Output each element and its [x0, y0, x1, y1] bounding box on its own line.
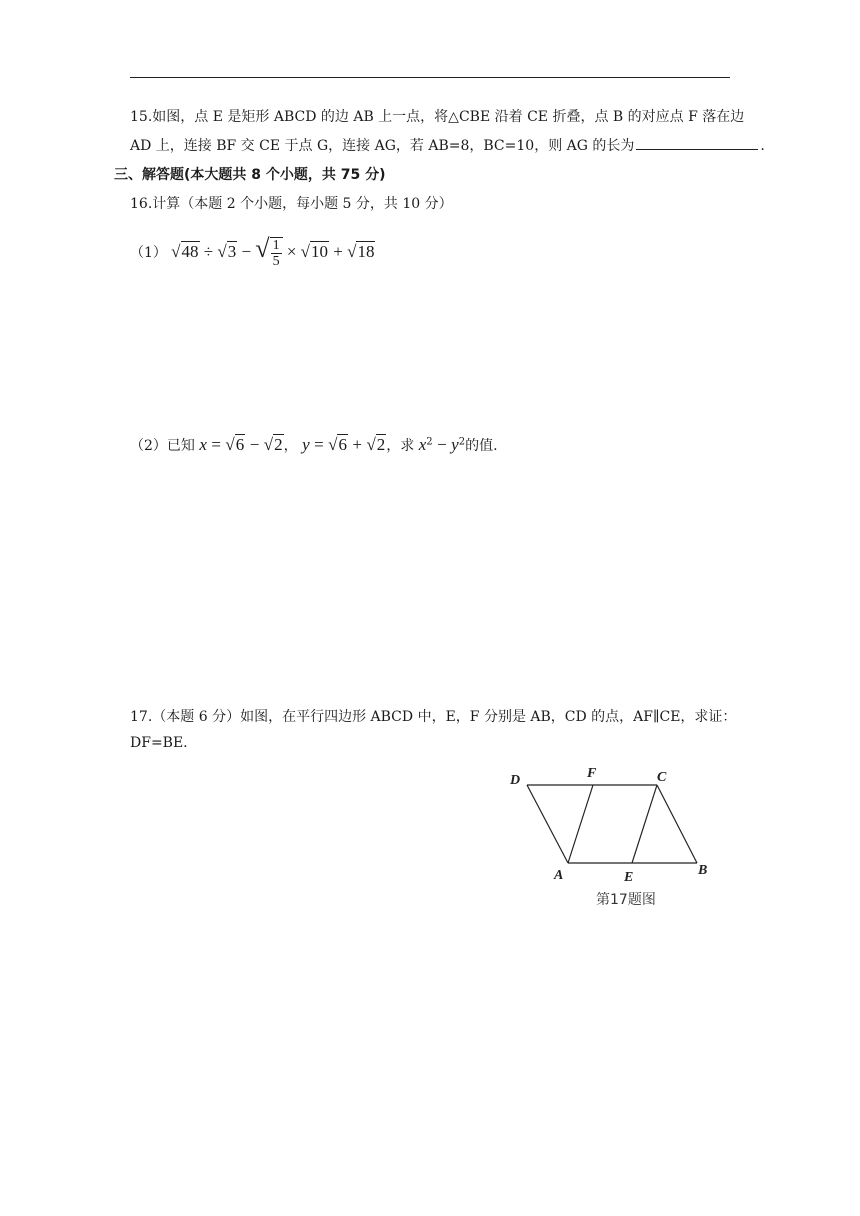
radicand-6: 6	[338, 435, 347, 454]
fraction-numerator: 1	[272, 237, 280, 253]
radical-sign: √	[366, 435, 376, 454]
parallelogram-figure	[500, 760, 730, 885]
ask-text: ，求	[386, 438, 415, 454]
radicand-2: 2	[376, 435, 386, 454]
answer-blank	[636, 135, 758, 150]
q16-title: 16.计算（本题 2 个小题，每小题 5 分，共 10 分）	[130, 196, 453, 212]
segment-af	[568, 785, 593, 863]
q15-text: AD 上，连接 BF 交 CE 于点 G，连接 AG，若 AB=8，BC=10，则 AG 的长为	[130, 138, 635, 154]
var-x: x	[199, 435, 207, 454]
section-3-heading: 三、解答题(本大题共 8 个小题，共 75 分)	[114, 167, 386, 183]
q17-line-2: DF=BE.	[130, 735, 188, 751]
segment-ce	[632, 785, 657, 863]
header-rule	[130, 77, 730, 78]
side-cb	[657, 785, 697, 863]
side-da	[527, 785, 568, 863]
q16-part-2	[130, 435, 498, 455]
radical-sign: √	[217, 242, 227, 261]
radicand-48: 48	[181, 242, 199, 261]
label-d: D	[510, 773, 521, 788]
label-f: F	[587, 766, 597, 781]
exponent: 2	[458, 436, 466, 448]
var-x-squared: x	[418, 435, 427, 454]
times-sign: ×	[286, 242, 297, 261]
tail-text: 的值.	[465, 438, 498, 454]
plus-sign: +	[333, 242, 343, 261]
q17-line-1: 17.（本题 6 分）如图，在平行四边形 ABCD 中，E，F 分别是 AB，CD 的点，AF∥CE，求证：	[130, 709, 737, 725]
minus-sign: −	[249, 435, 260, 454]
var-y: y	[302, 435, 310, 454]
divide-sign: ÷	[203, 242, 214, 261]
radicand-10: 10	[311, 242, 329, 261]
radicand-3: 3	[227, 242, 237, 261]
part-1-label: （1）	[130, 245, 167, 261]
radical-sign: √	[171, 242, 181, 261]
radical-sign: √	[255, 234, 270, 263]
radical-sign: √	[328, 435, 338, 454]
q16-part-1	[130, 234, 375, 269]
q15-line-2	[130, 135, 765, 155]
label-a: A	[554, 868, 564, 883]
radical-sign: √	[347, 242, 357, 261]
minus-sign: −	[437, 435, 447, 454]
minus-sign: −	[241, 242, 252, 261]
radical-sign: √	[263, 435, 274, 454]
figure-caption: 第17题图	[596, 892, 656, 908]
q15-period: .	[760, 138, 765, 154]
label-c: C	[657, 770, 667, 785]
radicand-6: 6	[235, 435, 245, 454]
plus-sign: +	[352, 435, 362, 454]
label-e: E	[624, 870, 634, 885]
radicand-2: 2	[274, 435, 283, 454]
equals-sign: =	[314, 435, 324, 454]
q15-line-1: 15.如图，点 E 是矩形 ABCD 的边 AB 上一点，将△CBE 沿着 CE 折叠，点 B 的对应点 F 落在边	[130, 109, 745, 125]
fraction-denominator: 5	[272, 254, 280, 270]
radicand-18: 18	[357, 242, 375, 261]
radical-sign: √	[300, 242, 311, 261]
label-b: B	[698, 863, 708, 878]
equals-sign: =	[211, 435, 221, 454]
fraction-one-fifth	[270, 237, 283, 270]
var-y-squared: y	[451, 435, 459, 454]
part-2-label: （2）已知	[130, 438, 195, 454]
radical-sign: √	[225, 435, 235, 454]
exponent: 2	[426, 436, 433, 448]
comma: ，	[283, 438, 298, 454]
